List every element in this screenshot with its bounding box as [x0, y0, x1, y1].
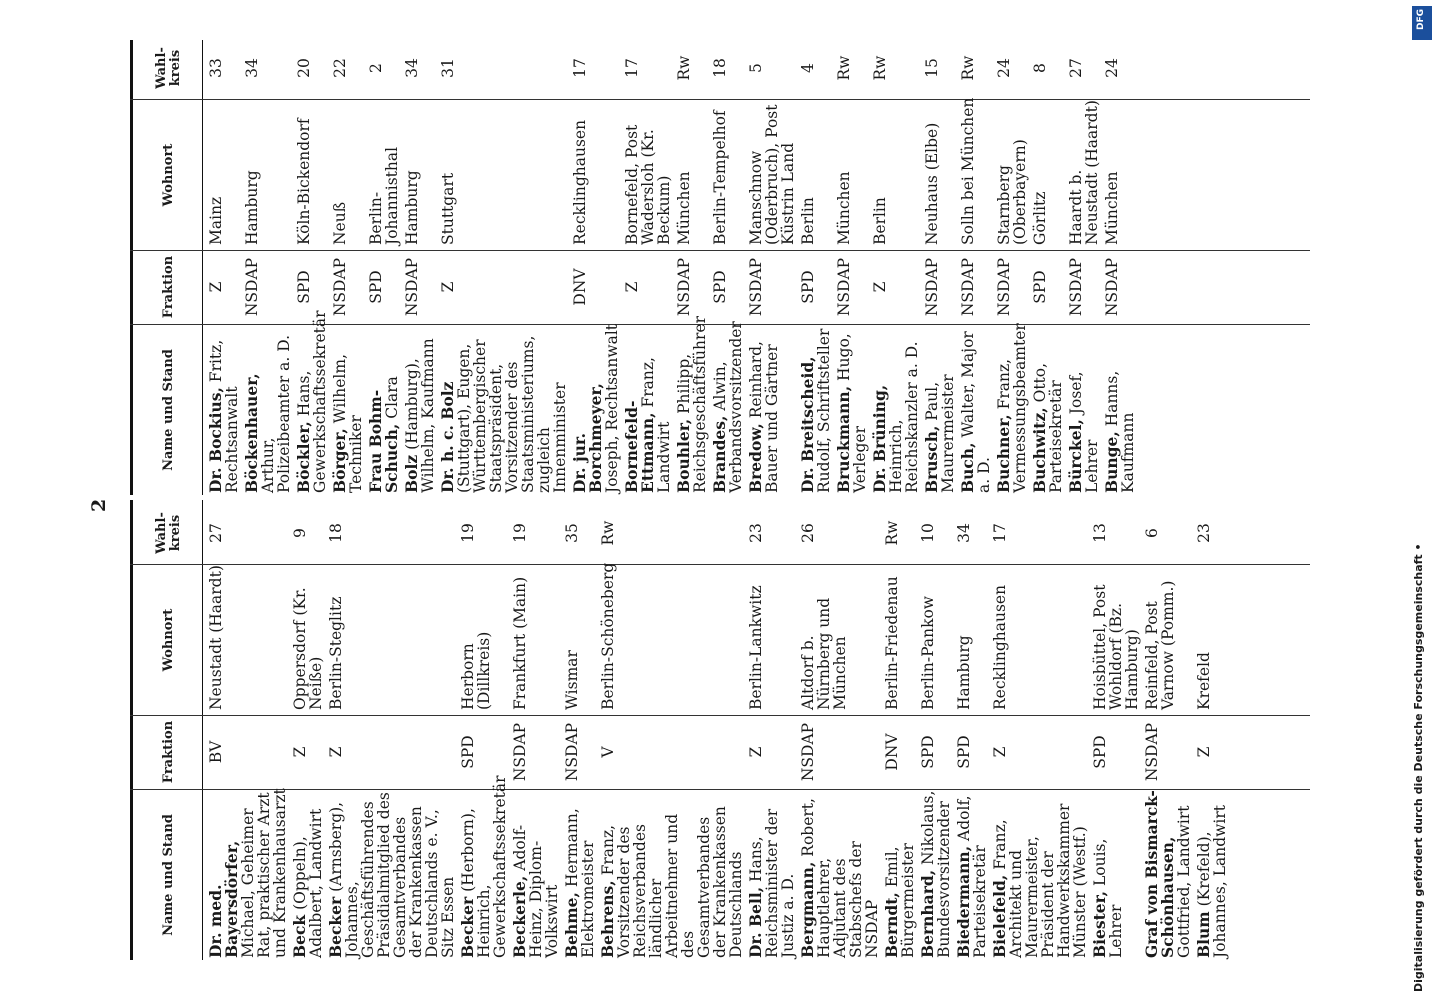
member-fraktion: NSDAP	[959, 257, 977, 317]
member-name: Dr. h. c. Bolz	[438, 381, 457, 493]
member-wohnort: Berlin	[799, 197, 817, 245]
member-fraktion: NSDAP	[747, 257, 765, 317]
member-wohnort: Hoisbüttel, Post Wohldorf (Bz. Hamburg)	[1091, 584, 1141, 710]
table-row	[208, 500, 288, 960]
table-row	[884, 500, 916, 960]
member-name-stand	[884, 788, 916, 960]
header-wahlkreis: Wahl-kreis	[154, 512, 183, 554]
member-wahlkreis: 27	[1067, 58, 1085, 78]
header-name: Name und Stand	[161, 349, 176, 471]
table-row	[1144, 500, 1192, 960]
member-stand: Franz, Vorsitzender des Reichsverbandes ländlicher Arbeitnehmer und des Gesamtverbandes der Krankenkassen Deutschlands	[599, 806, 745, 958]
header-rule	[202, 500, 203, 960]
member-table-right	[130, 40, 1310, 495]
member-stand: Clara	[383, 376, 401, 419]
member-name: Graf von Bismarck-Schönhausen,	[1142, 790, 1177, 958]
member-stand: (Oppeln), Adalbert, Landwirt	[291, 808, 325, 958]
member-name: Dr. Breitscheid,	[798, 356, 817, 493]
member-wohnort: München	[675, 171, 693, 245]
member-wohnort: Mainz	[207, 196, 225, 245]
member-fraktion: SPD	[799, 270, 817, 304]
member-stand: Rudolf, Schriftsteller	[815, 328, 833, 493]
member-name-stand	[1092, 788, 1124, 960]
member-wahlkreis: 4	[799, 63, 817, 73]
member-wohnort: Köln-Bickendorf	[295, 118, 313, 245]
member-wahlkreis: 2	[367, 63, 385, 73]
member-name: Blum	[1194, 911, 1213, 958]
table-top-rule	[130, 500, 133, 960]
member-wohnort: Berlin-Johannisthal	[367, 146, 401, 245]
member-name-stand	[800, 323, 832, 495]
member-wahlkreis: 23	[1195, 523, 1213, 543]
header-fraktion: Fraktion	[161, 720, 176, 784]
member-name: Bürckel,	[1066, 419, 1085, 493]
member-wahlkreis: 31	[439, 58, 457, 78]
member-name: Bruckmann,	[834, 385, 853, 493]
member-name: Buch,	[958, 442, 977, 493]
member-wohnort: Hamburg	[243, 170, 261, 245]
member-stand: Emil, Bürgermeister	[883, 843, 917, 958]
member-name: Buchner,	[994, 414, 1013, 493]
member-stand: Arthur, Polizeibeamter a. D.	[259, 334, 293, 493]
member-wahlkreis: 9	[291, 528, 309, 538]
table-row	[564, 500, 596, 960]
member-name-stand	[748, 323, 780, 495]
member-name-stand	[440, 323, 568, 495]
member-wohnort: Recklinghausen	[571, 119, 589, 245]
member-wohnort: München	[1103, 171, 1121, 245]
member-wohnort: Bornefeld, Post Wadersloh (Kr. Beckum)	[623, 124, 673, 245]
table-row	[460, 500, 508, 960]
member-wohnort: Neuhaus (Elbe)	[923, 122, 941, 245]
member-name-stand	[328, 788, 456, 960]
member-name: Bornefeld-Ettmann,	[622, 400, 657, 493]
header-rule	[202, 40, 203, 495]
member-stand: Adolf-Heinz, Diplom-Volkswirt	[511, 824, 561, 958]
member-wohnort: Reinfeld, Post Varnow (Pomm.)	[1143, 580, 1177, 710]
member-wohnort: München	[835, 171, 853, 245]
member-wohnort: Altdorf b. Nürnberg und München	[799, 597, 849, 710]
member-fraktion: SPD	[295, 270, 313, 304]
member-name-stand	[208, 788, 288, 960]
table-row	[1104, 40, 1136, 495]
member-stand: (Arnsberg), Johannes, Geschäftsführendes Präsidialmitglied des Gesamtverbandes der Krankenkassen Deutschlands e. V., Sitz Essen	[327, 792, 457, 958]
member-fraktion: BV	[207, 740, 225, 764]
dfg-logo: DFG	[1412, 6, 1432, 40]
member-fraktion: NSDAP	[563, 722, 581, 782]
table-row	[996, 40, 1028, 495]
table-row	[924, 40, 956, 495]
member-wahlkreis: 17	[571, 58, 589, 78]
member-name-stand	[992, 788, 1088, 960]
member-name: Frau Bohm-Schuch,	[366, 389, 401, 493]
member-fraktion: Z	[871, 281, 889, 293]
member-name: Böckler,	[294, 421, 313, 493]
member-stand: Louis, Lehrer	[1091, 838, 1125, 958]
member-name-stand	[208, 323, 240, 495]
member-fraktion: NSDAP	[799, 722, 817, 782]
member-wahlkreis: 34	[955, 523, 973, 543]
member-name-stand	[1144, 788, 1192, 960]
member-wohnort: Berlin	[871, 197, 889, 245]
member-fraktion: NSDAP	[511, 722, 529, 782]
member-stand: (Herborn), Heinrich, Gewerkschaftssekretär	[459, 775, 509, 958]
table-row	[800, 500, 880, 960]
member-wahlkreis: 6	[1143, 528, 1161, 538]
table-row	[1196, 500, 1228, 960]
member-fraktion: SPD	[919, 735, 937, 769]
member-wahlkreis: 33	[207, 58, 225, 78]
member-stand: Hermann, Elektromeister	[563, 808, 597, 958]
member-name: Biedermann,	[954, 845, 973, 958]
table-row	[748, 40, 796, 495]
member-name-stand	[872, 323, 920, 495]
member-name-stand	[512, 788, 560, 960]
header-wahlkreis: Wahl-kreis	[154, 47, 183, 89]
header-name: Name und Stand	[161, 814, 176, 936]
member-wohnort: Berlin-Tempelhof	[711, 110, 729, 245]
member-wahlkreis: 20	[295, 58, 313, 78]
member-fraktion: V	[599, 746, 617, 758]
table-row	[872, 40, 920, 495]
member-name-stand	[1032, 323, 1064, 495]
member-wohnort: Oppersdorf (Kr. Neiße)	[291, 587, 325, 710]
member-stand: Hugo, Verleger	[835, 333, 869, 493]
member-wohnort: Frankfurt (Main)	[511, 576, 529, 710]
member-fraktion: Z	[991, 746, 1009, 758]
table-row	[368, 40, 400, 495]
member-name-stand	[836, 323, 868, 495]
member-stand: (Krefeld), Johannes, Landwirt	[1195, 804, 1229, 958]
member-wohnort: Hamburg	[403, 170, 421, 245]
table-row	[960, 40, 992, 495]
member-wahlkreis: Rw	[675, 55, 693, 81]
table-row	[624, 40, 672, 495]
member-name: Böckenhauer,	[242, 373, 261, 493]
member-wahlkreis: 18	[711, 58, 729, 78]
table-row	[676, 40, 708, 495]
member-name: Beck	[290, 914, 309, 958]
table-row	[748, 500, 796, 960]
table-row	[1068, 40, 1100, 495]
member-wahlkreis: 10	[919, 523, 937, 543]
member-wahlkreis: Rw	[959, 55, 977, 81]
table-row	[600, 500, 744, 960]
member-name: Berndt,	[882, 892, 901, 958]
member-wahlkreis: Rw	[871, 55, 889, 81]
member-name-stand	[1104, 323, 1136, 495]
member-stand: Wilhelm, Techniker	[331, 354, 365, 493]
member-fraktion: SPD	[1031, 270, 1049, 304]
member-wohnort: Neustadt (Haardt)	[207, 565, 225, 710]
member-name: Bielefeld,	[990, 874, 1009, 958]
member-fraktion: Z	[747, 746, 765, 758]
member-name-stand	[748, 788, 796, 960]
member-name: Bolz	[402, 454, 421, 493]
member-wahlkreis: 17	[623, 58, 641, 78]
member-wohnort: Berlin-Lankwitz	[747, 585, 765, 710]
member-name-stand	[368, 323, 400, 495]
member-wohnort: Hamburg	[955, 635, 973, 710]
member-wahlkreis: 18	[327, 523, 345, 543]
member-name-stand	[404, 323, 436, 495]
member-fraktion: DNV	[883, 733, 901, 771]
member-name: Behme,	[562, 892, 581, 958]
member-wahlkreis: 22	[331, 58, 349, 78]
member-name-stand	[956, 788, 988, 960]
member-fraktion: NSDAP	[995, 257, 1013, 317]
table-row	[800, 40, 832, 495]
table-row	[572, 40, 620, 495]
member-wahlkreis: 23	[747, 523, 765, 543]
member-name-stand	[332, 323, 364, 495]
member-stand: Michael, Geheimer Rat, praktischer Arzt und Krankenhausarzt	[239, 788, 289, 958]
table-row	[208, 40, 240, 495]
table-row	[512, 500, 560, 960]
member-name: Brandes,	[710, 415, 729, 493]
member-fraktion: Z	[1195, 746, 1213, 758]
member-fraktion: Z	[623, 281, 641, 293]
member-fraktion: SPD	[367, 270, 385, 304]
member-wohnort: Stuttgart	[439, 172, 457, 245]
member-wohnort: Solln bei München	[959, 97, 977, 245]
member-name-stand	[924, 323, 956, 495]
member-stand: Josef, Lehrer	[1067, 371, 1101, 493]
member-wahlkreis: 35	[563, 523, 581, 543]
member-stand: Franz, Architekt und Maurermeister, Präsident der Handwerkskammer Münster (Westf.)	[991, 803, 1089, 958]
member-name-stand	[458, 775, 509, 960]
member-wohnort: Berlin-Pankow	[919, 595, 937, 710]
page-number: 2	[88, 498, 110, 512]
member-name-stand	[600, 788, 744, 960]
member-stand: Otto, Parteisekretär	[1031, 362, 1065, 493]
member-name: Behrens,	[598, 880, 617, 958]
member-stand: (Hamburg), Wilhelm, Kaufmann	[403, 338, 437, 493]
member-name: Becker	[326, 896, 345, 958]
member-name: Dr. Bell,	[746, 886, 765, 958]
member-name: Becker	[458, 896, 477, 958]
member-name: Bredow,	[746, 423, 765, 493]
member-name: Bernhard,	[918, 869, 937, 958]
member-wahlkreis: Rw	[883, 520, 901, 546]
table-row	[296, 40, 328, 495]
member-wahlkreis: 5	[747, 63, 765, 73]
table-row	[332, 40, 364, 495]
member-name-stand	[996, 323, 1028, 495]
member-wohnort: Starnberg (Oberbayern)	[995, 139, 1029, 245]
member-wahlkreis: 8	[1031, 63, 1049, 73]
member-name-stand	[294, 310, 329, 495]
member-stand: Walter, Major a. D.	[959, 331, 993, 493]
member-name: Beckerle,	[510, 875, 529, 958]
member-fraktion: NSDAP	[1067, 257, 1085, 317]
header-wohnort: Wohnort	[161, 143, 176, 207]
member-fraktion: DNV	[571, 268, 589, 306]
member-wahlkreis: 24	[995, 58, 1013, 78]
table-top-rule	[130, 40, 133, 495]
member-wohnort: Neuß	[331, 201, 349, 245]
member-stand: Gottfried, Landwirt	[1175, 805, 1193, 958]
table-row	[404, 40, 436, 495]
member-name-stand	[624, 323, 672, 495]
member-stand: Nikolaus, Bundesvorsitzender	[919, 790, 953, 958]
member-stand: Paul, Maurermeister	[923, 374, 957, 493]
member-stand: Philipp, Reichsgeschäftsführer	[675, 316, 709, 493]
digitization-credit: Digitalisierung gefördert durch die Deutsche Forschungsgemeinschaft •	[1412, 543, 1425, 992]
member-name-stand	[292, 788, 324, 960]
table-row	[836, 40, 868, 495]
member-wahlkreis: Rw	[835, 55, 853, 81]
table-row	[920, 500, 952, 960]
table-row	[1032, 40, 1064, 495]
member-name-stand	[244, 323, 292, 495]
member-wahlkreis: 17	[991, 523, 1009, 543]
member-wahlkreis: 34	[403, 58, 421, 78]
header-wohnort: Wohnort	[161, 608, 176, 672]
member-fraktion: SPD	[459, 735, 477, 769]
member-stand: (Stuttgart), Eugen, Württembergischer Staatspräsident, Vorsitzender des Staatsministeriums, zugleich Innenminister	[455, 335, 569, 493]
member-name-stand	[1068, 323, 1100, 495]
member-stand: Fritz, Rechtsanwalt	[207, 339, 241, 493]
member-wohnort: Herborn (Dillkreis)	[459, 631, 493, 710]
member-name: Brusch,	[922, 425, 941, 493]
member-wahlkreis: 24	[1103, 58, 1121, 78]
member-fraktion: Z	[327, 746, 345, 758]
member-name: Buchwitz,	[1030, 407, 1049, 493]
member-fraktion: NSDAP	[835, 257, 853, 317]
member-fraktion: NSDAP	[243, 257, 261, 317]
table-row	[1092, 500, 1140, 960]
member-wohnort: Recklinghausen	[991, 584, 1009, 710]
member-stand: Heinrich, Reichskanzler a. D.	[887, 341, 921, 493]
table-rows	[208, 500, 1310, 960]
member-wohnort: Berlin-Steglitz	[327, 596, 345, 710]
table-row	[992, 500, 1088, 960]
member-wahlkreis: 26	[799, 523, 817, 543]
member-stand: Alwin, Verbandsvorsitzender	[711, 321, 745, 493]
member-name: Dr. jur. Borchmeyer,	[570, 383, 605, 493]
member-stand: Reinhard, Bauer und Gärtner	[747, 341, 781, 493]
member-name-stand	[1196, 788, 1228, 960]
member-wahlkreis: 13	[1091, 523, 1109, 543]
member-name-stand	[572, 323, 620, 495]
member-name: Dr. med. Bayersdörfer,	[206, 840, 241, 958]
table-rows	[208, 40, 1310, 495]
member-fraktion: SPD	[1091, 735, 1109, 769]
member-stand: Robert, Hauptlehrer, Adjutant des Stabschefs der NSDAP	[799, 798, 881, 958]
member-wohnort: Görlitz	[1031, 191, 1049, 245]
member-stand: Hans, Reichsminister der Justiz a. D.	[747, 808, 797, 958]
member-wahlkreis: 34	[243, 58, 261, 78]
member-name-stand	[674, 316, 709, 495]
member-name: Bunge,	[1102, 431, 1121, 493]
member-stand: Joseph, Rechtsanwalt	[603, 323, 621, 493]
member-fraktion: Z	[291, 746, 309, 758]
member-name-stand	[564, 788, 596, 960]
member-wahlkreis: 19	[511, 523, 529, 543]
member-name: Biester,	[1090, 890, 1109, 958]
member-wahlkreis: 19	[459, 523, 477, 543]
table-row	[956, 500, 988, 960]
member-wohnort: Berlin-Schöneberg	[599, 562, 617, 710]
member-fraktion: NSDAP	[675, 257, 693, 317]
member-name-stand	[712, 323, 744, 495]
member-wohnort: Manschnow (Oderbruch), Post Küstrin Land	[747, 104, 797, 245]
member-fraktion: NSDAP	[403, 257, 421, 317]
member-stand: Franz, Landwirt	[639, 357, 673, 493]
table-row	[244, 40, 292, 495]
member-name: Bouhler,	[674, 418, 693, 493]
member-wahlkreis: 27	[207, 523, 225, 543]
table-row	[292, 500, 324, 960]
member-fraktion: Z	[207, 281, 225, 293]
member-wohnort: Haardt b. Neustadt (Haardt)	[1067, 100, 1101, 245]
member-stand: Hans, Gewerkschaftssekretär	[295, 310, 329, 493]
member-name-stand	[960, 323, 992, 495]
member-table-left	[130, 500, 1310, 960]
member-name: Dr. Bockius,	[206, 387, 225, 493]
member-wahlkreis: 15	[923, 58, 941, 78]
member-name-stand	[800, 788, 880, 960]
member-fraktion: SPD	[955, 735, 973, 769]
table-row	[328, 500, 456, 960]
member-fraktion: SPD	[711, 270, 729, 304]
member-wahlkreis: Rw	[599, 520, 617, 546]
member-fraktion: Z	[439, 281, 457, 293]
member-name-stand	[920, 788, 952, 960]
table-row	[712, 40, 744, 495]
member-fraktion: NSDAP	[923, 257, 941, 317]
member-wohnort: Wismar	[563, 650, 581, 710]
member-stand: Hanns, Kaufmann	[1103, 370, 1137, 493]
table-row	[440, 40, 568, 495]
member-fraktion: NSDAP	[1143, 722, 1161, 782]
member-wohnort: Berlin-Friedenau	[883, 576, 901, 710]
member-name: Dr. Brüning,	[870, 384, 889, 493]
member-fraktion: NSDAP	[331, 257, 349, 317]
header-fraktion: Fraktion	[161, 255, 176, 319]
member-name: Bergmann,	[798, 861, 817, 958]
member-stand: Adolf, Parteisekretär	[955, 795, 989, 958]
member-fraktion: NSDAP	[1103, 257, 1121, 317]
member-name: Börger,	[330, 428, 349, 493]
member-stand: Franz, Vermessungsbeamter	[995, 323, 1029, 493]
member-wohnort: Krefeld	[1195, 652, 1213, 710]
